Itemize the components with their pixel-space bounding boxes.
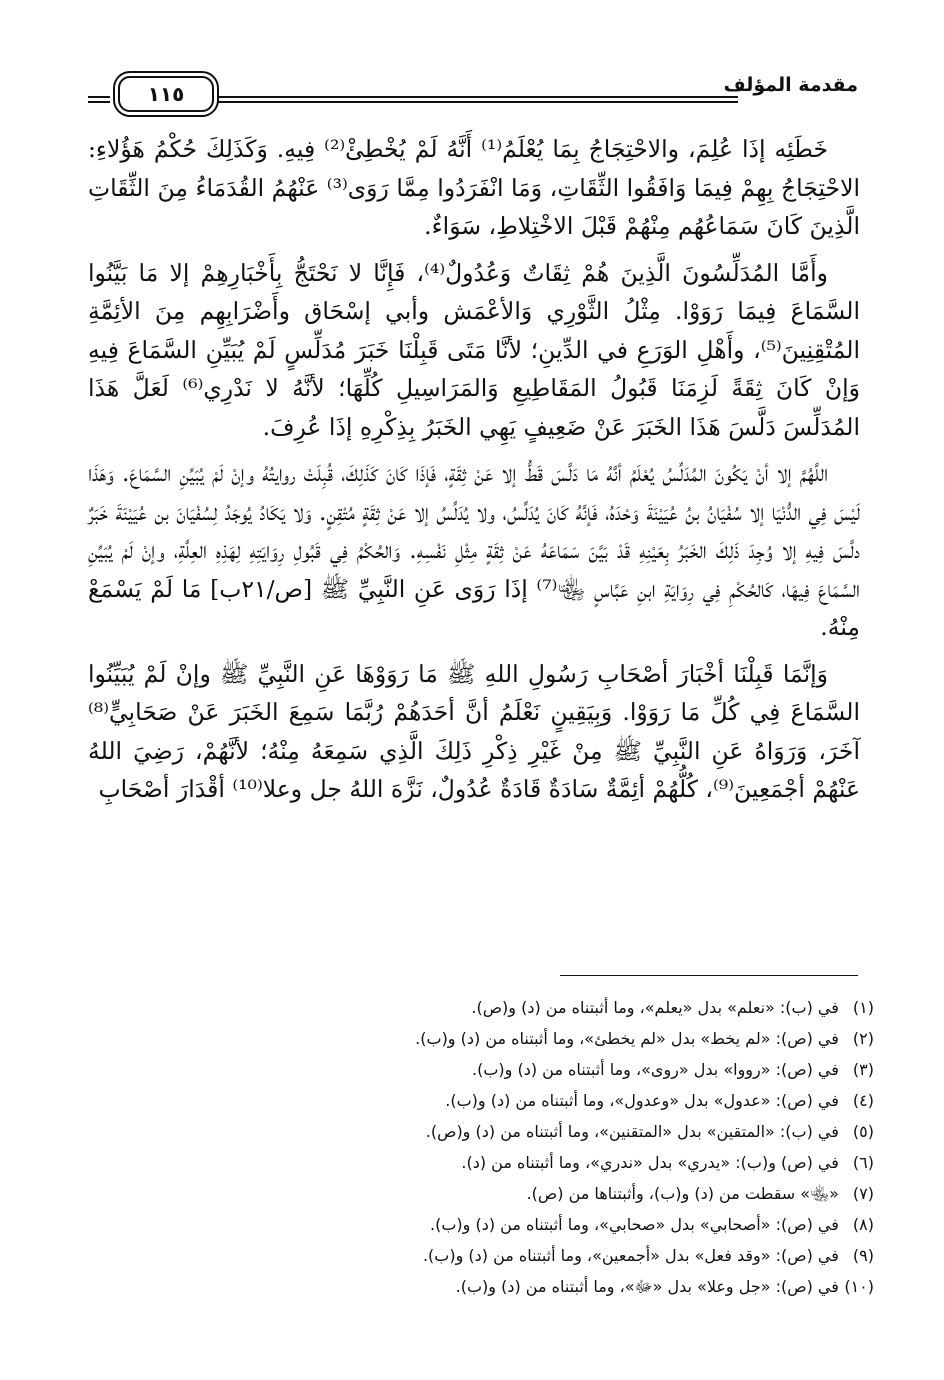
footnote-3: [88, 1054, 874, 1085]
footnote-number: (٦): [852, 1153, 874, 1172]
footnote-text: في (ص): «جل وعلا» بدل «ﷻ»، وما أثبتناه من (د) و(ب).: [455, 1277, 839, 1296]
footnote-number: (٩): [852, 1246, 874, 1265]
footnote-text: في (ص): «أصحابي» بدل «صحابي»، وما أثبتناه من (د) و(ب).: [430, 1215, 839, 1234]
footnote-text: «﵄» سقطت من (د) و(ب)، وأثبتناها من (ص).: [526, 1184, 839, 1203]
paragraph-1: خَطَئِه إذَا عُلِمَ، والاحْتِجَاجُ بِمَا يُعْلَمُ⁽¹⁾ أَنَّهُ لَمْ يُخْطِئْ⁽²⁾ فِيهِ. وَكَذَلِكَ حُكْمُ هَؤُلاءِ: الاحْتِجَاجُ بِهِمْ فِيمَا وَافَقُوا الثِّقَاتِ، وَمَا انْفَرَدُوا مِمَّا رَوَى⁽³⁾ عَنْهُمُ القُدَمَاءُ مِنَ الثِّقَاتِ الَّذِينَ كَانَ سَمَاعُهُم مِنْهُمْ قَبْلَ الاخْتِلاطِ، سَوَاءٌ.: [88, 135, 861, 240]
footnote-text: في (ص): «وقد فعل» بدل «أجمعين»، وما أثبتناه من (د) و(ب).: [422, 1246, 839, 1265]
footnote-5: [88, 1116, 874, 1147]
footnote-2: [88, 1023, 874, 1054]
footnote-4: [88, 1085, 874, 1116]
header-rule-left-top: [88, 96, 110, 98]
page-number: ١١٥: [118, 76, 214, 112]
footnote-1: [88, 992, 874, 1023]
header-rule-right-top: [218, 96, 738, 98]
footnote-number: (٤): [852, 1091, 874, 1110]
footnote-text: في (ص) و(ب): «يدري» بدل «ندري»، وما أثبتناه من (د).: [461, 1153, 839, 1172]
footnote-text: في (ب): «نعلم» بدل «يعلم»، وما أثبتناه من (د) و(ص).: [471, 998, 839, 1017]
header-rule-left-bottom: [88, 101, 110, 103]
footnote-6: [88, 1147, 874, 1178]
footnote-text: في (ص): «عدول» بدل «وعدول»، وما أثبتناه من (د) و(ب).: [445, 1091, 839, 1110]
footnote-separator: [560, 975, 858, 976]
footnote-number: (٧): [852, 1184, 874, 1203]
footnote-8: [88, 1209, 874, 1240]
page-header: [88, 68, 858, 120]
footnote-9: [88, 1240, 874, 1271]
main-text: [88, 130, 860, 817]
footnote-number: (١): [852, 998, 874, 1017]
header-rule-right-bottom: [218, 101, 738, 103]
paragraph-3: اللَّهُمَّ إلا أنْ يَكُونَ المُدَلِّسُ يُعْلَمُ أنَّهُ مَا دَلَّسَ قَطُّ إلا عَنْ ثِقَةٍ، فَإذَا كَانَ كَذَلِكَ، قُبِلَتْ روايتُهُ وإنْ لَمْ يُبَيِّنِ السَّمَاعَ. وَهَذَا لَيْسَ فِي الدُّنْيَا إلا سُفْيَانُ بنُ عُيَيْنَةَ وَحْدَهُ، فَإنَّهُ كَانَ يُدَلِّسُ، ولا يُدَلِّسُ إلا عَنْ ثِقَةٍ مُتْقِنٍ. وَلا يَكَادُ يُوجَدُ لِسُفْيَانَ بن عُيَيْنَةَ خَبَرٌ دلَّسَ فِيهِ إلا وُجِدَ ذَلِكَ الخَبَرُ بِعَيْنِهِ قَدْ بَيَّنَ سَمَاعَهُ عَنْ ثِقَةٍ مِثْلِ نَفْسِهِ. وَالحُكْمُ فِي قَبُولِ رِوَايَتِهِ لِهَذِهِ العِلَّةِ، وإنْ لَمْ يُبَيِّنِ السَّمَاعَ فِيهَا، كَالحُكْمِ فِي رِوَايَةِ ابنِ عَبَّاسٍ ﵄⁽⁷⁾ إذَا رَوَى عَنِ النَّبِيِّ ﷺ [ص/٢١ب] مَا لَمْ يَسْمَعْ مِنْهُ.: [88, 459, 860, 641]
footnote-text: في (ص): «رووا» بدل «روى»، وما أثبتناه من (د) و(ب).: [472, 1060, 839, 1079]
paragraph-4: وَإنَّمَا قَبِلْنَا أخْبَارَ أصْحَابِ رَسُولِ اللهِ ﷺ مَا رَوَوْهَا عَنِ النَّبِيِّ ﷺ وإنْ لَمْ يُبَيِّنُوا السَّمَاعَ فِي كُلِّ مَا رَوَوْا. وَبِيَقِينٍ نَعْلَمُ أنَّ أحَدَهُمْ رُبَّمَا سَمِعَ الخَبَرَ عَنْ صَحَابِيٍّ⁽⁸⁾ آخَرَ، وَرَوَاهُ عَنِ النَّبِيِّ ﷺ مِنْ غَيْرِ ذِكْرِ ذَلِكَ الَّذِي سَمِعَهُ مِنْهُ؛ لأنَّهُمْ، رَضِيَ اللهُ عَنْهُمْ أجْمَعِينَ⁽⁹⁾، كُلُّهُمْ أئِمَّةٌ سَادَةٌ قَادَةٌ عُدُولٌ، نَزَّهَ اللهُ جل وعلا⁽¹⁰⁾ أقْدَارَ أصْحَابِ: [88, 659, 860, 803]
footnote-10: [88, 1271, 874, 1302]
footnote-text: في (ص): «لم يخط» بدل «لم يخطئ»، وما أثبتناه من (د) و(ب).: [415, 1029, 839, 1048]
footnotes: [88, 992, 874, 1302]
footnote-number: (١٠): [844, 1277, 874, 1296]
footnote-number: (٥): [852, 1122, 874, 1141]
paragraph-2: وأَمَّا المُدَلِّسُونَ الَّذِينَ هُمْ ثِقَاتٌ وَعُدُولٌ⁽⁴⁾، فَإِنَّا لا نَحْتَجُّ بِأَخْبَارِهِمْ إلا مَا بَيَّنُوا السَّمَاعَ فِيمَا رَوَوْا. مِثْلُ الثَّوْرِي وَالأعْمَش وأبي إسْحَاق وأَضْرَابِهِم مِنَ الأئِمَّةِ المُتْقِنِينَ⁽⁵⁾، وأَهْلِ الوَرَعِ في الدِّينِ؛ لأنَّا مَتَى قَبِلْنَا خَبَرَ مُدَلِّسٍ لَمْ يُبَيِّنِ السَّمَاعَ فِيهِ وَإنْ كَانَ ثِقَةً لَزِمَنَا قَبُولُ المَقَاطِيعِ وَالمَرَاسِيلِ كُلِّهَا؛ لأنَّهُ لا نَدْرِي⁽⁶⁾ لَعَلَّ هَذَا المُدَلِّسَ دَلَّسَ هَذَا الخَبَرَ عَنْ ضَعِيفٍ يَهِي الخَبَرُ بِذِكْرِهِ إذَا عُرِفَ.: [88, 258, 860, 441]
footnote-number: (٨): [852, 1215, 874, 1234]
footnote-text: في (ب): «المتقين» بدل «المتقنين»، وما أثبتناه من (د) و(ص).: [425, 1122, 839, 1141]
footnote-7: [88, 1178, 874, 1209]
section-title: مقدمة المؤلف: [723, 74, 858, 96]
footnote-number: (٣): [852, 1060, 874, 1079]
footnote-number: (٢): [852, 1029, 874, 1048]
